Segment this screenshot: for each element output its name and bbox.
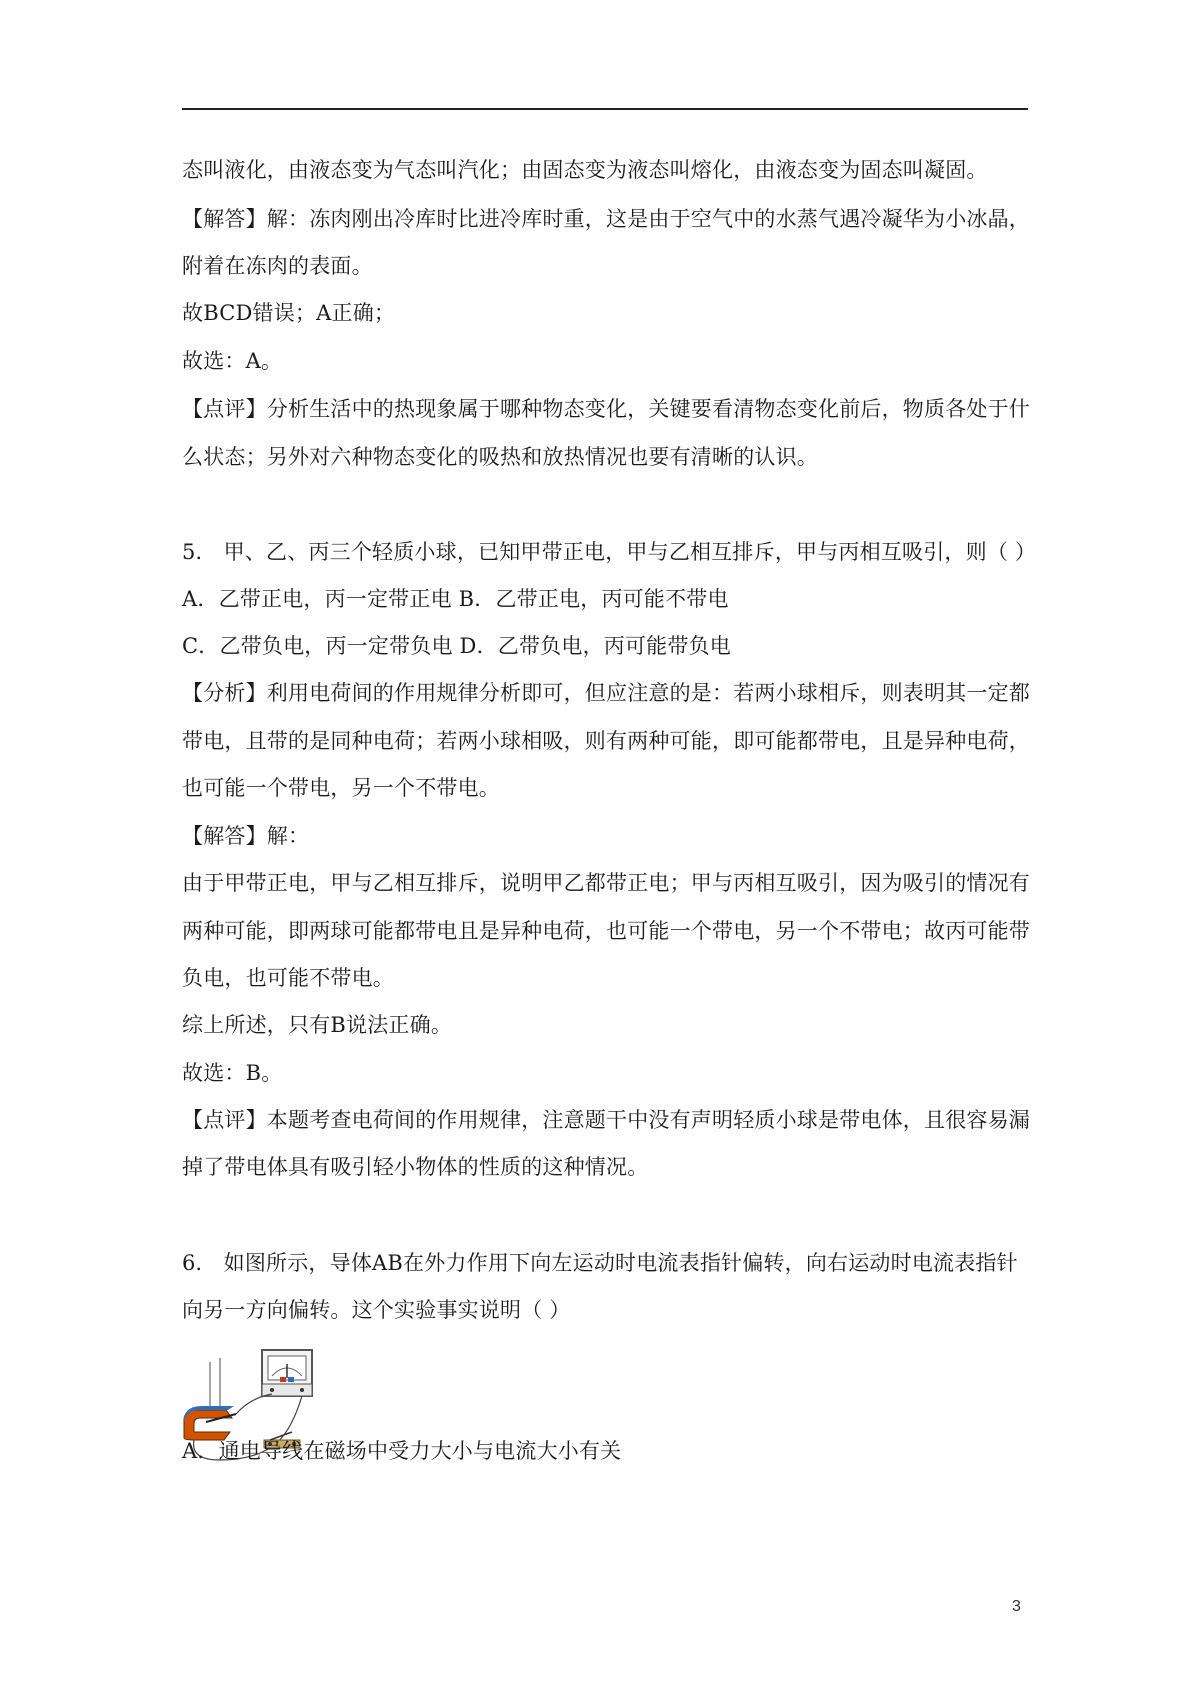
header-rule (182, 108, 1028, 110)
question-6-stem: 6． 如图所示，导体AB在外力作用下向左运动时电流表指针偏转，向右运动时电流表指针 (182, 1251, 1018, 1275)
comment-line: 【点评】本题考查电荷间的作用规律，注意题干中没有声明轻质小球是带电体，且很容易漏 (182, 1108, 1030, 1132)
analysis-line: 【分析】利用电荷间的作用规律分析即可，但应注意的是：若两小球相斥，则表明其一定都 (182, 681, 1030, 705)
text-line: 态叫液化，由液态变为气态叫汽化；由固态变为液态叫熔化，由液态变为固态叫凝固。 (182, 158, 988, 182)
comment-line: 么状态；另外对六种物态变化的吸热和放热情况也要有清晰的认识。 (182, 445, 818, 469)
question-5-stem: 5． 甲、乙、丙三个轻质小球，已知甲带正电，甲与乙相互排斥，甲与丙相互吸引，则（ ） (182, 540, 1037, 564)
answer-heading: 【解答】解： (182, 824, 310, 848)
choice-line: 故选：B。 (182, 1061, 283, 1085)
answer-line: 负电，也可能不带电。 (182, 966, 394, 990)
question-5-options-cd: C．乙带负电，丙一定带负电 D．乙带负电，丙可能带负电 (182, 634, 731, 658)
answer-line: 【解答】解：冻肉刚出冷库时比进冷库时重，这是由于空气中的水蒸气遇冷凝华为小冰晶， (182, 207, 1030, 231)
comment-line: 掉了带电体具有吸引轻小物体的性质的这种情况。 (182, 1155, 649, 1179)
analysis-line: 也可能一个带电，另一个不带电。 (182, 776, 500, 800)
page-number: 3 (1012, 1598, 1021, 1615)
summary-line: 综上所述，只有B说法正确。 (182, 1013, 453, 1037)
comment-line: 【点评】分析生活中的热现象属于哪种物态变化，关键要看清物态变化前后，物质各处于什 (182, 397, 1030, 421)
question-5-options-ab: A．乙带正电，丙一定带正电 B．乙带正电，丙可能不带电 (182, 587, 729, 611)
choice-line: 故选：A。 (182, 349, 283, 373)
answer-line: 由于甲带正电，甲与乙相互排斥，说明甲乙都带正电；甲与丙相互吸引，因为吸引的情况有 (182, 871, 1030, 895)
question-6-stem: 向另一方向偏转。这个实验事实说明（ ） (182, 1298, 571, 1322)
answer-line: 两种可能，即两球可能都带电且是异种电荷，也可能一个带电，另一个不带电；故丙可能带 (182, 919, 1030, 943)
answer-line: 附着在冻肉的表面。 (182, 254, 373, 278)
conclusion-line: 故BCD错误；A正确； (182, 301, 396, 325)
analysis-line: 带电，且带的是同种电荷；若两小球相吸，则有两种可能，即可能都带电，且是异种电荷， (182, 729, 1030, 753)
question-6-option-a: A．通电导线在磁场中受力大小与电流大小有关 (182, 1439, 622, 1463)
